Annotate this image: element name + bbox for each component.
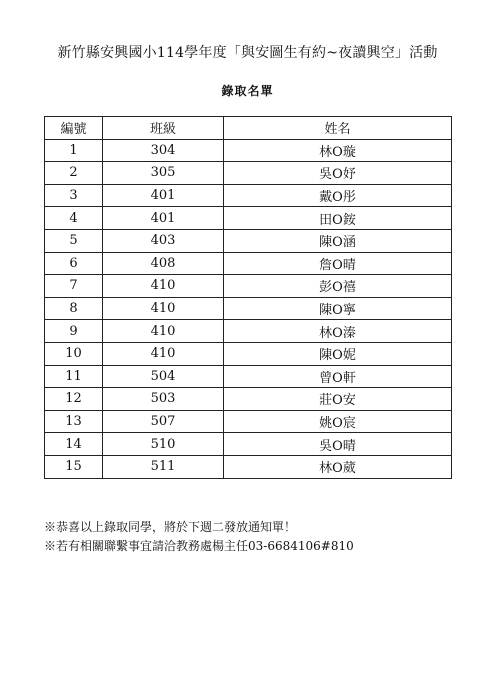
cell-name: 曾O軒 [224,365,452,388]
table-row [45,410,452,433]
cell-class: 305 [103,162,224,185]
cell-number: 8 [45,297,103,320]
cell-name: 林O璇 [224,139,452,162]
cell-class: 408 [103,252,224,275]
cell-number: 11 [45,365,103,388]
table-row [45,365,452,388]
cell-name: 彭O禧 [224,275,452,298]
cell-class: 403 [103,229,224,252]
table-row [45,229,452,252]
cell-number: 5 [45,229,103,252]
cell-name: 姚O宸 [224,410,452,433]
cell-number: 9 [45,320,103,343]
cell-name: 林O葳 [224,455,452,478]
cell-class: 401 [103,207,224,230]
cell-number: 4 [45,207,103,230]
cell-class: 507 [103,410,224,433]
table-header-row [45,117,452,140]
note-contact: ※若有相關聯繫事宜請洽教務處楊主任03-6684106#810 [44,539,354,553]
cell-number: 13 [45,410,103,433]
cell-class: 410 [103,275,224,298]
table-row [45,455,452,478]
header-number: 編號 [45,117,103,140]
cell-class: 410 [103,342,224,365]
cell-number: 15 [45,455,103,478]
table-row [45,388,452,411]
cell-number: 14 [45,433,103,456]
cell-name: 戴O彤 [224,184,452,207]
table-row [45,207,452,230]
cell-name: 吳O妤 [224,162,452,185]
cell-class: 410 [103,320,224,343]
cell-class: 304 [103,139,224,162]
table-row [45,342,452,365]
document-title: 新竹縣安興國小114學年度「與安圖生有約~夜讀興空」活動 [57,45,438,61]
cell-name: 詹O晴 [224,252,452,275]
cell-name: 陳O寧 [224,297,452,320]
cell-name: 陳O涵 [224,229,452,252]
cell-number: 7 [45,275,103,298]
cell-class: 401 [103,184,224,207]
cell-number: 3 [45,184,103,207]
note-congratulations: ※恭喜以上錄取同學，將於下週二發放通知單！ [44,520,297,534]
cell-name: 田O銨 [224,207,452,230]
table-row [45,184,452,207]
document-subtitle: 錄取名單 [221,84,274,98]
cell-class: 410 [103,297,224,320]
cell-class: 511 [103,455,224,478]
cell-class: 504 [103,365,224,388]
table-row [45,320,452,343]
header-class: 班級 [103,117,224,140]
cell-class: 503 [103,388,224,411]
cell-class: 510 [103,433,224,456]
cell-number: 10 [45,342,103,365]
cell-name: 莊O安 [224,388,452,411]
table-row [45,162,452,185]
cell-name: 林O溱 [224,320,452,343]
cell-number: 12 [45,388,103,411]
cell-name: 陳O妮 [224,342,452,365]
cell-number: 6 [45,252,103,275]
admission-list-table [44,116,452,479]
cell-number: 1 [45,139,103,162]
table-row [45,275,452,298]
cell-name: 吳O晴 [224,433,452,456]
table-row [45,297,452,320]
cell-number: 2 [45,162,103,185]
table-row [45,139,452,162]
header-name: 姓名 [224,117,452,140]
table-row [45,252,452,275]
notes [44,518,464,556]
table-row [45,433,452,456]
